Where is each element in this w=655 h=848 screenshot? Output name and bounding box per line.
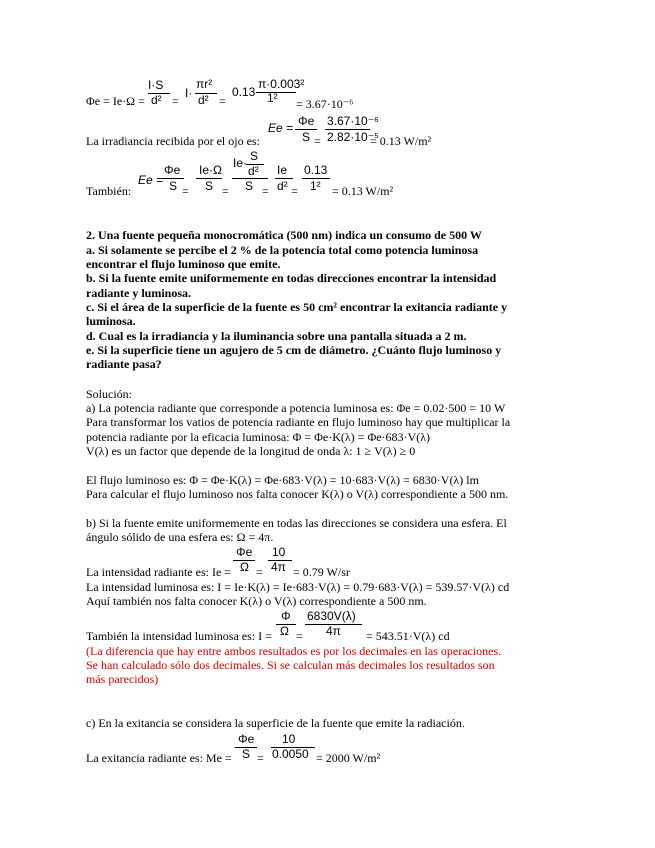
- solution-line: Aquí también nos falta conocer K(λ) o V(λ) correspondiente a 500 nm.: [86, 594, 427, 608]
- problem-line: encontrar el flujo luminoso que emite.: [86, 257, 281, 271]
- fraction-denominator: 1²: [267, 91, 278, 105]
- note-line: (La diferencia que hay entre ambos resultados es por los decimales en las operaciones.: [86, 644, 502, 658]
- fraction-numerator: 10: [282, 732, 296, 746]
- equals-sign: =: [262, 184, 269, 198]
- solution-line: Para calcular el flujo luminoso nos falta conocer K(λ) o V(λ) correspondiente a 500 nm.: [86, 487, 509, 501]
- solution-line: La intensidad luminosa es: I = Ie·K(λ) = Ie·683·V(λ) = 0.79·683·V(λ) = 539.57·V(λ) cd: [86, 580, 510, 594]
- fraction-denominator: 0.0050: [272, 747, 309, 761]
- flux-result: = 3.67·10⁻⁶: [296, 97, 354, 111]
- problem-line: d. Cual es la irradiancia y la iluminancia sobre una pantalla situada a 2 m.: [86, 329, 467, 343]
- equals-sign: =: [219, 94, 226, 108]
- fraction-numerator: I·S: [148, 78, 164, 92]
- problem-line: radiante y luminosa.: [86, 286, 192, 300]
- fraction-denominator: 4π: [326, 624, 341, 638]
- equals-sign: =: [314, 134, 321, 148]
- fraction-denominator: 4π: [271, 560, 286, 574]
- fraction-numerator: 10: [272, 545, 286, 559]
- problem-line: radiante pasa?: [86, 357, 162, 371]
- solution-line: El flujo luminoso es: Φ = Φe·K(λ) = Φe·683·V(λ) = 10·683·V(λ) = 6830·V(λ) lm: [86, 473, 479, 487]
- solution-line: V(λ) es un factor que depende de la longitud de onda λ: 1 ≥ V(λ) ≥ 0: [86, 444, 416, 458]
- fraction-numerator: Φ: [281, 609, 291, 623]
- fraction-numerator: Φe: [164, 163, 181, 177]
- problem-line: b. Si la fuente emite uniformemente en todas direcciones encontrar la intensidad: [86, 271, 497, 285]
- irradiance-result: = 0.13 W/m²: [370, 134, 432, 148]
- fraction-denominator: 2.82·10⁻⁵: [327, 130, 380, 144]
- fraction-numerator: Φe: [298, 114, 315, 128]
- tambien-text: También:: [86, 184, 132, 198]
- luminous-intensity-label: También la intensidad luminosa es: I =: [86, 629, 272, 643]
- solution-line: Para transformar los vatios de potencia radiante en flujo luminoso hay que multiplicar la: [86, 415, 511, 429]
- fraction-denominator: 1²: [310, 179, 321, 193]
- fraction-numerator: 3.67·10⁻⁶: [327, 114, 379, 128]
- equals-sign: =: [256, 565, 263, 579]
- fraction-denominator: S: [302, 130, 311, 144]
- fraction-numerator: S: [250, 149, 259, 163]
- luminous-intensity-result: = 543.51·V(λ) cd: [366, 629, 450, 643]
- radiant-intensity-label: La intensidad radiante es: Ie =: [86, 565, 232, 579]
- fraction-denominator: d²: [277, 179, 288, 193]
- exitance-label: La exitancia radiante es: Me =: [86, 751, 232, 765]
- equals-sign: =: [222, 184, 229, 198]
- fraction-denominator: S: [169, 179, 178, 193]
- fraction-prefix: Ie·: [233, 156, 248, 170]
- fraction-numerator: Ie·Ω: [199, 163, 222, 177]
- fraction-numerator: π·0.003²: [258, 77, 305, 91]
- equals-sign: =: [172, 94, 179, 108]
- solution-title: Solución:: [86, 387, 133, 401]
- fraction-prefix: I·: [185, 86, 193, 100]
- fraction-denominator: S: [242, 747, 251, 761]
- solution-line: b) Si la fuente emite uniformemente en todas las direcciones se considera una esfera. El: [86, 516, 507, 530]
- equals-sign: =: [291, 184, 298, 198]
- fraction-numerator: 0.13: [304, 163, 328, 177]
- problem-line: luminosa.: [86, 314, 136, 328]
- equals-sign: =: [257, 751, 264, 765]
- problem-line: a. Si solamente se percibe el 2 % de la potencia total como potencia luminosa: [86, 243, 479, 257]
- irradiance-result: = 0.13 W/m²: [332, 184, 394, 198]
- exitance-result: = 2000 W/m²: [316, 751, 381, 765]
- flux-equation-lhs: Φe = Ie·Ω =: [86, 94, 145, 108]
- fraction-numerator: 6830V(λ): [307, 609, 356, 623]
- solution-line: a) La potencia radiante que corresponde a potencia luminosa es: Φe = 0.02·500 = 10 W: [86, 401, 506, 415]
- irradiance-symbol: Ee =: [138, 173, 164, 187]
- fraction-prefix: 0.13: [232, 85, 256, 99]
- irradiance-text: La irradiancia recibida por el ojo es:: [86, 134, 260, 148]
- irradiance-symbol: Ee =: [268, 121, 294, 135]
- fraction-denominator: Ω: [280, 624, 289, 638]
- fraction-numerator: πr²: [196, 77, 213, 91]
- solution-line: potencia radiante por la eficacia luminosa: Φ = Φe·K(λ) = Φe·683·V(λ): [86, 430, 431, 444]
- fraction-denominator: S: [205, 179, 214, 193]
- fraction-numerator: Ie: [277, 163, 288, 177]
- note-line: más parecidos): [86, 672, 159, 686]
- note-line: Se han calculado sólo dos decimales. Si se calculan más decimales los resultados son: [86, 658, 495, 672]
- problem-line: e. Si la superficie tiene un agujero de 5 cm de diámetro. ¿Cuánto flujo luminoso y: [86, 343, 502, 357]
- problem-line: 2. Una fuente pequeña monocromática (500 nm) indica un consumo de 500 W: [86, 228, 482, 242]
- fraction-denominator: Ω: [240, 560, 249, 574]
- problem-line: c. Si el área de la superficie de la fuente es 50 cm² encontrar la exitancia radiante y: [86, 300, 508, 314]
- fraction-denominator: d²: [198, 93, 209, 107]
- equals-sign: =: [296, 629, 303, 643]
- solution-line: ángulo sólido de una esfera es: Ω = 4π.: [86, 530, 274, 544]
- equals-sign: =: [182, 184, 189, 198]
- fraction-numerator: Φe: [238, 732, 255, 746]
- fraction-denominator: d²: [151, 93, 162, 107]
- fraction-denominator: S: [245, 179, 254, 193]
- radiant-intensity-result: = 0.79 W/sr: [293, 565, 350, 579]
- fraction-denominator: d²: [248, 164, 259, 178]
- fraction-numerator: Φe: [236, 545, 253, 559]
- solution-line: c) En la exitancia se considera la superficie de la fuente que emite la radiación.: [86, 716, 465, 730]
